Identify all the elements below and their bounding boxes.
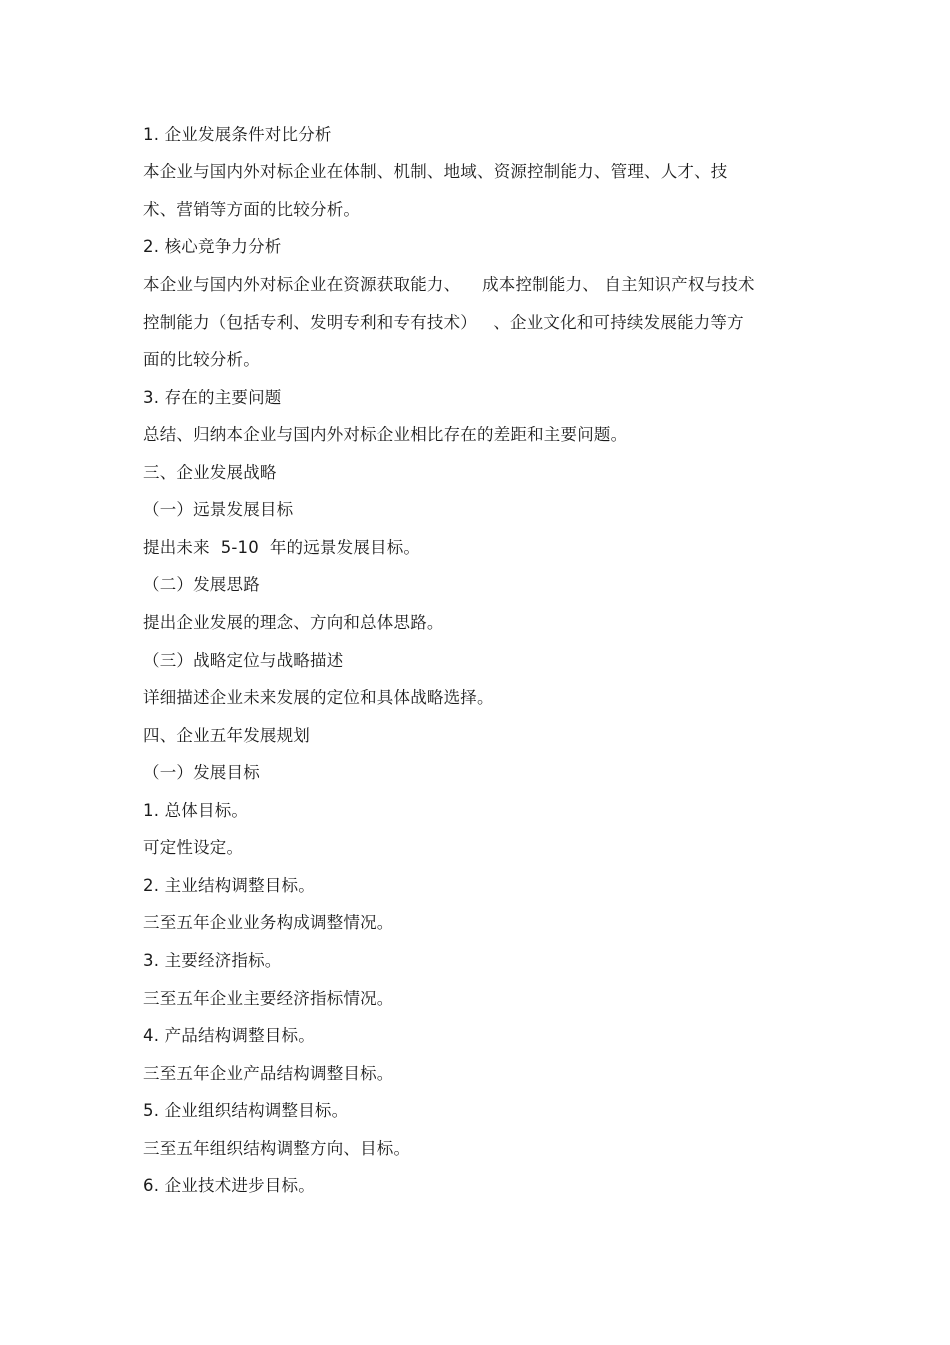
paragraph-line: 提出未来 5-10 年的远景发展目标。 bbox=[143, 538, 421, 557]
subsection-heading-goals: （一）发展目标 bbox=[143, 763, 260, 782]
heading-core-competitiveness: 2. 核心竞争力分析 bbox=[143, 237, 282, 256]
heading-main-problems: 3. 存在的主要问题 bbox=[143, 388, 282, 407]
paragraph-line: 本企业与国内外对标企业在体制、机制、地域、资源控制能力、管理、人才、技 bbox=[143, 162, 728, 181]
item-heading-business-structure: 2. 主业结构调整目标。 bbox=[143, 876, 315, 895]
subsection-heading-positioning: （三）战略定位与战略描述 bbox=[143, 651, 344, 670]
paragraph-line: 总结、归纳本企业与国内外对标企业相比存在的差距和主要问题。 bbox=[143, 425, 628, 444]
paragraph-line: 术、营销等方面的比较分析。 bbox=[143, 200, 361, 219]
paragraph-line: 三至五年组织结构调整方向、目标。 bbox=[143, 1139, 411, 1158]
paragraph-line: 三至五年企业产品结构调整目标。 bbox=[143, 1064, 394, 1083]
section-heading-five-year-plan: 四、企业五年发展规划 bbox=[143, 726, 310, 745]
paragraph-line: 三至五年企业主要经济指标情况。 bbox=[143, 989, 394, 1008]
item-heading-economic-indicators: 3. 主要经济指标。 bbox=[143, 951, 282, 970]
item-heading-overall-goal: 1. 总体目标。 bbox=[143, 801, 249, 820]
paragraph-line: 控制能力（包括专利、发明专利和专有技术） 、企业文化和可持续发展能力等方 bbox=[143, 313, 744, 332]
paragraph-line: 本企业与国内外对标企业在资源获取能力、 成本控制能力、 自主知识产权与技术 bbox=[143, 275, 755, 294]
paragraph-line: 面的比较分析。 bbox=[143, 350, 260, 369]
heading-development-conditions: 1. 企业发展条件对比分析 bbox=[143, 125, 332, 144]
item-heading-technology-progress: 6. 企业技术进步目标。 bbox=[143, 1176, 315, 1195]
paragraph-line: 提出企业发展的理念、方向和总体思路。 bbox=[143, 613, 444, 632]
subsection-heading-vision: （一）远景发展目标 bbox=[143, 500, 294, 519]
item-heading-product-structure: 4. 产品结构调整目标。 bbox=[143, 1026, 315, 1045]
paragraph-line: 可定性设定。 bbox=[143, 838, 244, 857]
item-heading-organization-structure: 5. 企业组织结构调整目标。 bbox=[143, 1101, 349, 1120]
subsection-heading-approach: （二）发展思路 bbox=[143, 575, 260, 594]
paragraph-line: 三至五年企业业务构成调整情况。 bbox=[143, 913, 394, 932]
section-heading-strategy: 三、企业发展战略 bbox=[143, 463, 277, 482]
paragraph-line: 详细描述企业未来发展的定位和具体战略选择。 bbox=[143, 688, 494, 707]
